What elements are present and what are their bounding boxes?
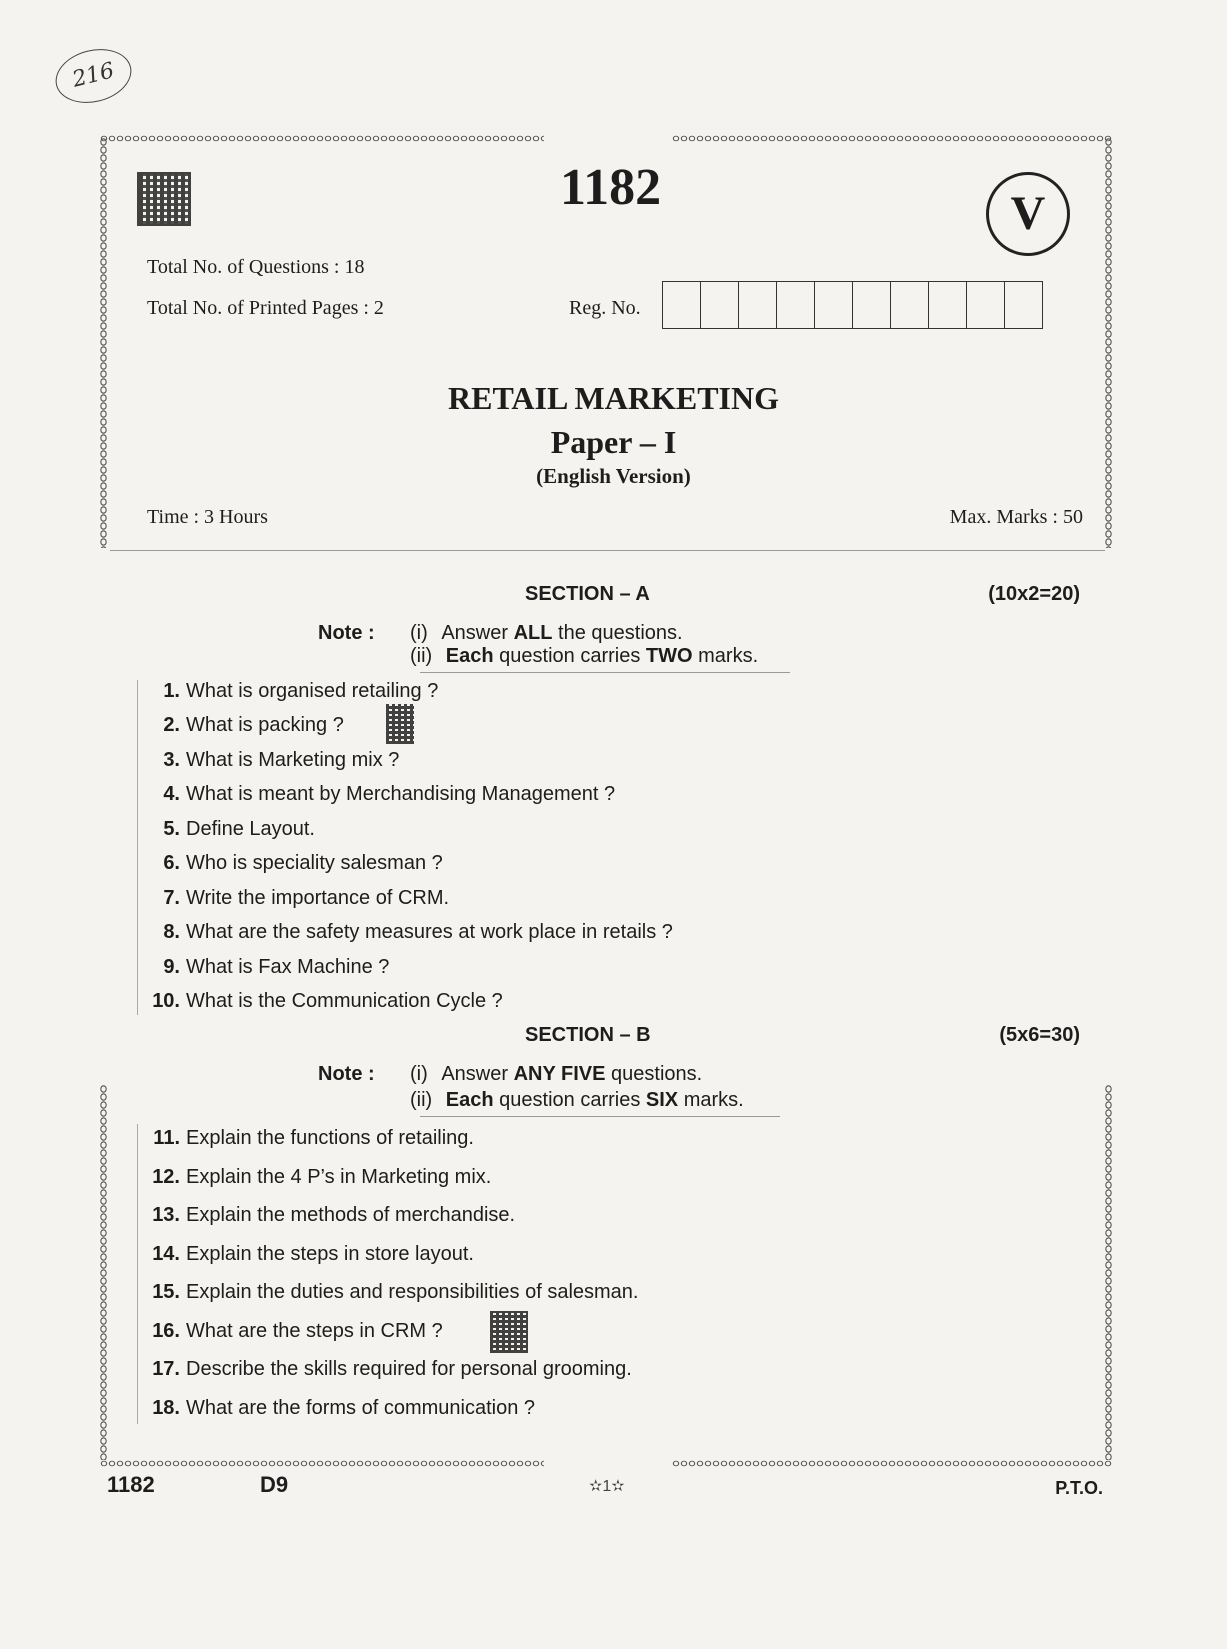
question-number: 16. [152,1320,180,1342]
question-7 [140,887,449,910]
handwritten-circled-number: 216 [50,41,137,110]
reg-no-digit-box[interactable] [663,282,701,328]
question-number: 14. [152,1243,180,1265]
question-number: 10. [152,990,180,1012]
question-number: 8. [163,921,180,943]
border-bottom-left [100,1459,544,1468]
footer-code: 1182 [107,1472,155,1497]
question-3 [140,749,399,772]
question-18 [140,1397,535,1420]
question-text: Explain the steps in store layout. [186,1243,474,1265]
question-number: 7. [163,887,180,909]
question-number: 6. [163,852,180,874]
border-right-section-b [1104,1085,1113,1460]
section-a-note-rule [420,672,790,673]
question-10 [140,990,503,1013]
note-bold: ALL [513,622,553,644]
note-bold: ANY FIVE [513,1063,606,1085]
section-a-note-1 [410,622,683,645]
note-bold: Each [445,1089,494,1111]
note-text: the questions. [558,622,683,644]
reg-no-digit-box[interactable] [929,282,967,328]
question-text: What is Fax Machine ? [186,956,390,978]
reg-no-digit-box[interactable] [815,282,853,328]
question-4 [140,783,615,806]
section-b-left-rule [137,1124,138,1424]
question-2 [140,714,344,737]
question-number: 18. [152,1397,180,1419]
note-text: Answer [441,622,509,644]
reg-no-digit-box[interactable] [853,282,891,328]
question-12 [140,1166,491,1189]
question-text: What is organised retailing ? [186,680,439,702]
border-left-section-b [99,1085,108,1460]
note-num: (ii) [410,645,433,667]
note-text: questions. [611,1063,703,1085]
question-text: Explain the methods of merchandise. [186,1204,516,1226]
section-a-title: SECTION – A [525,583,650,605]
section-b-note-rule [420,1116,780,1117]
section-a-left-rule [137,680,138,1015]
footer-pto: P.T.O. [1055,1478,1103,1498]
version-mark: V [986,172,1070,256]
question-number: 12. [152,1166,180,1188]
question-text: Explain the duties and responsibilities of salesman. [186,1281,639,1303]
reg-no-digit-box[interactable] [891,282,929,328]
note-text: question carries [499,1089,641,1111]
section-b-title: SECTION – B [525,1024,651,1046]
section-a-marks: (10x2=20) [988,583,1080,605]
question-text: What are the steps in CRM ? [186,1320,443,1342]
total-pages: Total No. of Printed Pages : 2 [147,297,384,319]
section-a-note-label: Note : [318,622,375,644]
question-5 [140,818,315,841]
paper-title: Paper – I [550,424,677,460]
footer-page-number: ✫1✫ [589,1478,625,1495]
question-8 [140,921,673,944]
note-num: (i) [410,1063,428,1085]
note-text: marks. [698,645,759,667]
question-number: 15. [152,1281,180,1303]
question-text: What are the forms of communication ? [186,1397,536,1419]
note-text: marks. [683,1089,744,1111]
note-num: (i) [410,622,428,644]
question-number: 3. [163,749,180,771]
paper-code: 1182 [560,159,662,216]
question-text: What are the safety measures at work place in retails ? [186,921,673,943]
question-text: Who is speciality salesman ? [186,852,443,874]
note-text: question carries [499,645,641,667]
question-9 [140,956,389,979]
question-number: 5. [163,818,180,840]
section-a-note-2 [410,645,758,668]
reg-no-digit-box[interactable] [777,282,815,328]
border-bottom-right [672,1459,1112,1468]
note-num: (ii) [410,1089,433,1111]
reg-no-digit-box[interactable] [1005,282,1042,328]
note-bold: SIX [645,1089,679,1111]
header-divider [110,550,1105,551]
question-11 [140,1127,474,1150]
question-text: What is Marketing mix ? [186,749,400,771]
qr-code-icon [137,172,191,226]
question-17 [140,1358,632,1381]
question-text: What is the Communication Cycle ? [186,990,503,1012]
question-text: Write the importance of CRM. [186,887,450,909]
total-questions: Total No. of Questions : 18 [147,256,365,278]
question-number: 13. [152,1204,180,1226]
note-bold: Each [445,645,494,667]
footer-set: D9 [260,1472,289,1497]
section-b-note-label: Note : [318,1063,375,1085]
question-number: 1. [163,680,180,702]
question-text: Explain the 4 P’s in Marketing mix. [186,1166,492,1188]
note-text: Answer [441,1063,509,1085]
question-6 [140,852,443,875]
time-label: Time : 3 Hours [147,506,268,528]
note-bold: TWO [645,645,693,667]
question-14 [140,1243,474,1266]
reg-no-label: Reg. No. [569,297,641,319]
section-b-note-2 [410,1089,744,1112]
question-number: 11. [153,1127,180,1149]
reg-no-digit-box[interactable] [701,282,739,328]
section-b-marks: (5x6=30) [999,1024,1080,1046]
question-number: 9. [163,956,180,978]
question-number: 2. [163,714,180,736]
reg-no-digit-box[interactable] [739,282,777,328]
question-16 [140,1320,443,1343]
max-marks-label: Max. Marks : 50 [949,506,1083,528]
version-label: (English Version) [536,464,691,488]
border-top-right [672,134,1112,143]
question-text: Define Layout. [186,818,315,840]
question-text: What is packing ? [186,714,344,736]
qr-code-icon [386,704,414,744]
question-13 [140,1204,515,1227]
question-number: 17. [152,1358,180,1380]
question-text: Describe the skills required for personal grooming. [186,1358,632,1380]
question-text: Explain the functions of retailing. [186,1127,474,1149]
reg-no-boxes [662,281,1043,329]
reg-no-digit-box[interactable] [967,282,1005,328]
qr-code-icon [490,1311,528,1353]
question-text: What is meant by Merchandising Management ? [186,783,616,805]
question-number: 4. [163,783,180,805]
section-b-note-1 [410,1063,702,1086]
subject-title: RETAIL MARKETING [447,380,779,416]
question-1 [140,680,438,703]
border-top-left [100,134,544,143]
question-15 [140,1281,638,1304]
